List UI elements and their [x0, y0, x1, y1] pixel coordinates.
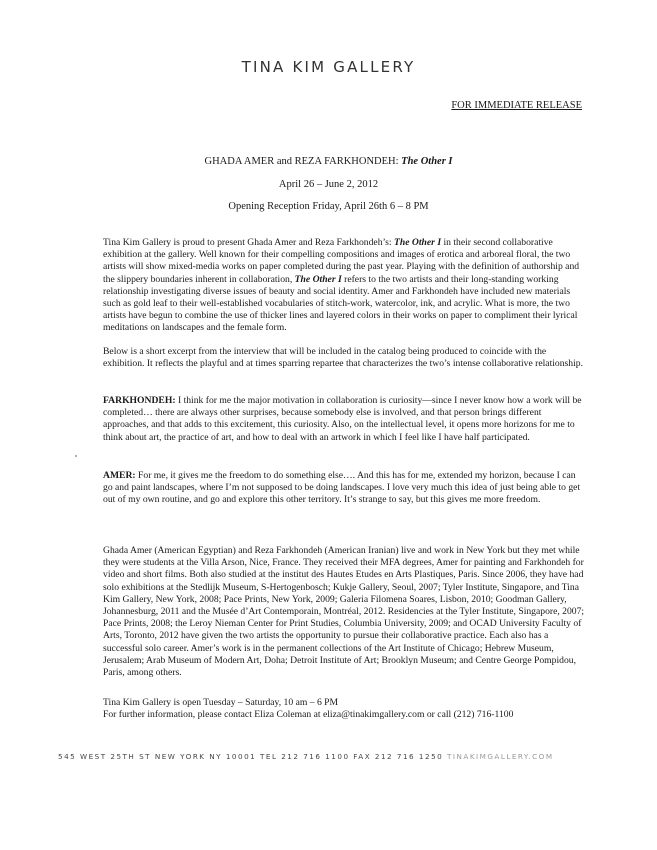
release-label: FOR IMMEDIATE RELEASE — [451, 100, 582, 111]
headline-artists: GHADA AMER and REZA FARKHONDEH: — [204, 156, 399, 167]
farkhondeh-quote: I think for me the major motivation in collaboration is curiosity—since I never know how a work will be completed… there are always other surprises, because somebody else is involved, and that person brings different approaches, and that adds to this excitement, this curiosity. Also, on the intellectual level, it opens more horizons for me to think about art, the practice of art, and how to deal with an artwork in which I feel like I have half participated. — [103, 395, 582, 443]
scan-speck — [75, 455, 77, 457]
exhibition-dates: April 26 – June 2, 2012 — [278, 179, 379, 190]
footer-website: TINAKIMGALLERY.COM — [447, 752, 554, 761]
farkhondeh-speaker: FARKHONDEH: — [103, 395, 176, 406]
excerpt-intro-paragraph — [103, 346, 585, 370]
intro-title-2: The Other I — [294, 273, 342, 285]
amer-quote: For me, it gives me the freedom to do something else…. And this has for me, extended my horizon, because I can go and paint landscapes, where I’m not supposed to be doing landscapes. I love very much this idea of just being able to get out of my own routine, and go and explore this other territory. It’s strange to say, but this gives me more freedom. — [103, 470, 581, 506]
intro-part-1: Tina Kim Gallery is proud to present Ghada Amer and Reza Farkhondeh’s: — [103, 237, 395, 248]
gallery-hours: Tina Kim Gallery is open Tuesday – Saturday, 10 am – 6 PM — [103, 697, 339, 708]
contact-block — [103, 697, 585, 721]
contact-info: For further information, please contact Eliza Coleman at eliza@tinakimgallery.com or call (212) 716-1100 — [103, 709, 514, 721]
intro-part-2: in their second collaborative exhibition at the gallery. Well known for their compelling compositions and images of erotica and arboreal floral, the two artists will show mixed-media works on paper completed during the past year. Playing with the definition of authorship and the slippery boundaries inherent in collaboration, — [103, 237, 580, 285]
footer-address: 545 WEST 25TH ST NEW YORK NY 10001 TEL 212 716 1100 FAX 212 716 1250 — [58, 752, 444, 761]
excerpt-intro-text: Below is a short excerpt from the interview that will be included in the catalog being produced to coincide with the exhibition. It reflects the playful and at times sparring repartee that characterizes the two’s intense collaborative relationship. — [103, 346, 583, 370]
headline-show-title: The Other I — [401, 156, 453, 167]
intro-paragraph — [103, 237, 585, 335]
headline — [0, 155, 657, 168]
footer — [58, 752, 603, 761]
farkhondeh-quote-paragraph — [103, 395, 585, 444]
bio-text: Ghada Amer (American Egyptian) and Reza Farkhondeh (American Iranian) live and work in New York but they met while they were students at the Villa Arson, Nice, France. They received their MFA degrees, Amer for painting and Farkhondeh for video and short films. Both also studied at the institut des Hautes Etudes en Arts Plastiques, Paris. Since 2006, they have had solo exhibitions at the Stedlijk Museum, S-Hertogenbosch; Kukje Gallery, Seoul, 2007; Tyler Institute, Singapore, and Tina Kim Gallery, New York, 2008; Pace Prints, New York, 2009; Galeria Filomena Soares, Lisbon, 2010; Goodman Gallery, Johannesburg, 2011 and the Musée d’Art Contemporain, Montréal, 2012. Residencies at the Tyler Institute, Singapore, 2007; Pace Prints, 2008; the Leroy Nieman Center for Print Studies, Columbia University, 2009; and OCAD University Faculty of Arts, Toronto, 2012 have given the two artists the opportunity to pursue their collaborative practice. Each also has a successful solo career. Amer’s work is in the permanent collections of the Art Institute of Chicago; Hebrew Museum, Jerusalem; Arab Museum of Modern Art, Doha; Detroit Institute of Art; Brooklyn Museum; and Centre George Pompidou, Paris, among others. — [103, 545, 585, 679]
intro-part-3: refers to the two artists and their long-standing working relationship investigating diverse issues of beauty and social identity. Amer and Farkhondeh have included new materials such as gold leaf to their well-established vocabularies of stitch-work, watercolor, ink, and acrylic. What is more, the two artists have begun to combine the use of thicker lines and layered colors in their works on paper to compliment their lyrical meditations on landscapes and the female form. — [103, 273, 578, 334]
intro-title-1: The Other I — [394, 237, 442, 248]
bio-paragraph — [103, 545, 585, 679]
gallery-logo: TINA KIM GALLERY — [241, 58, 416, 76]
opening-reception: Opening Reception Friday, April 26th 6 – 8 PM — [228, 201, 429, 212]
amer-quote-paragraph — [103, 470, 585, 507]
amer-speaker: AMER: — [103, 470, 136, 481]
